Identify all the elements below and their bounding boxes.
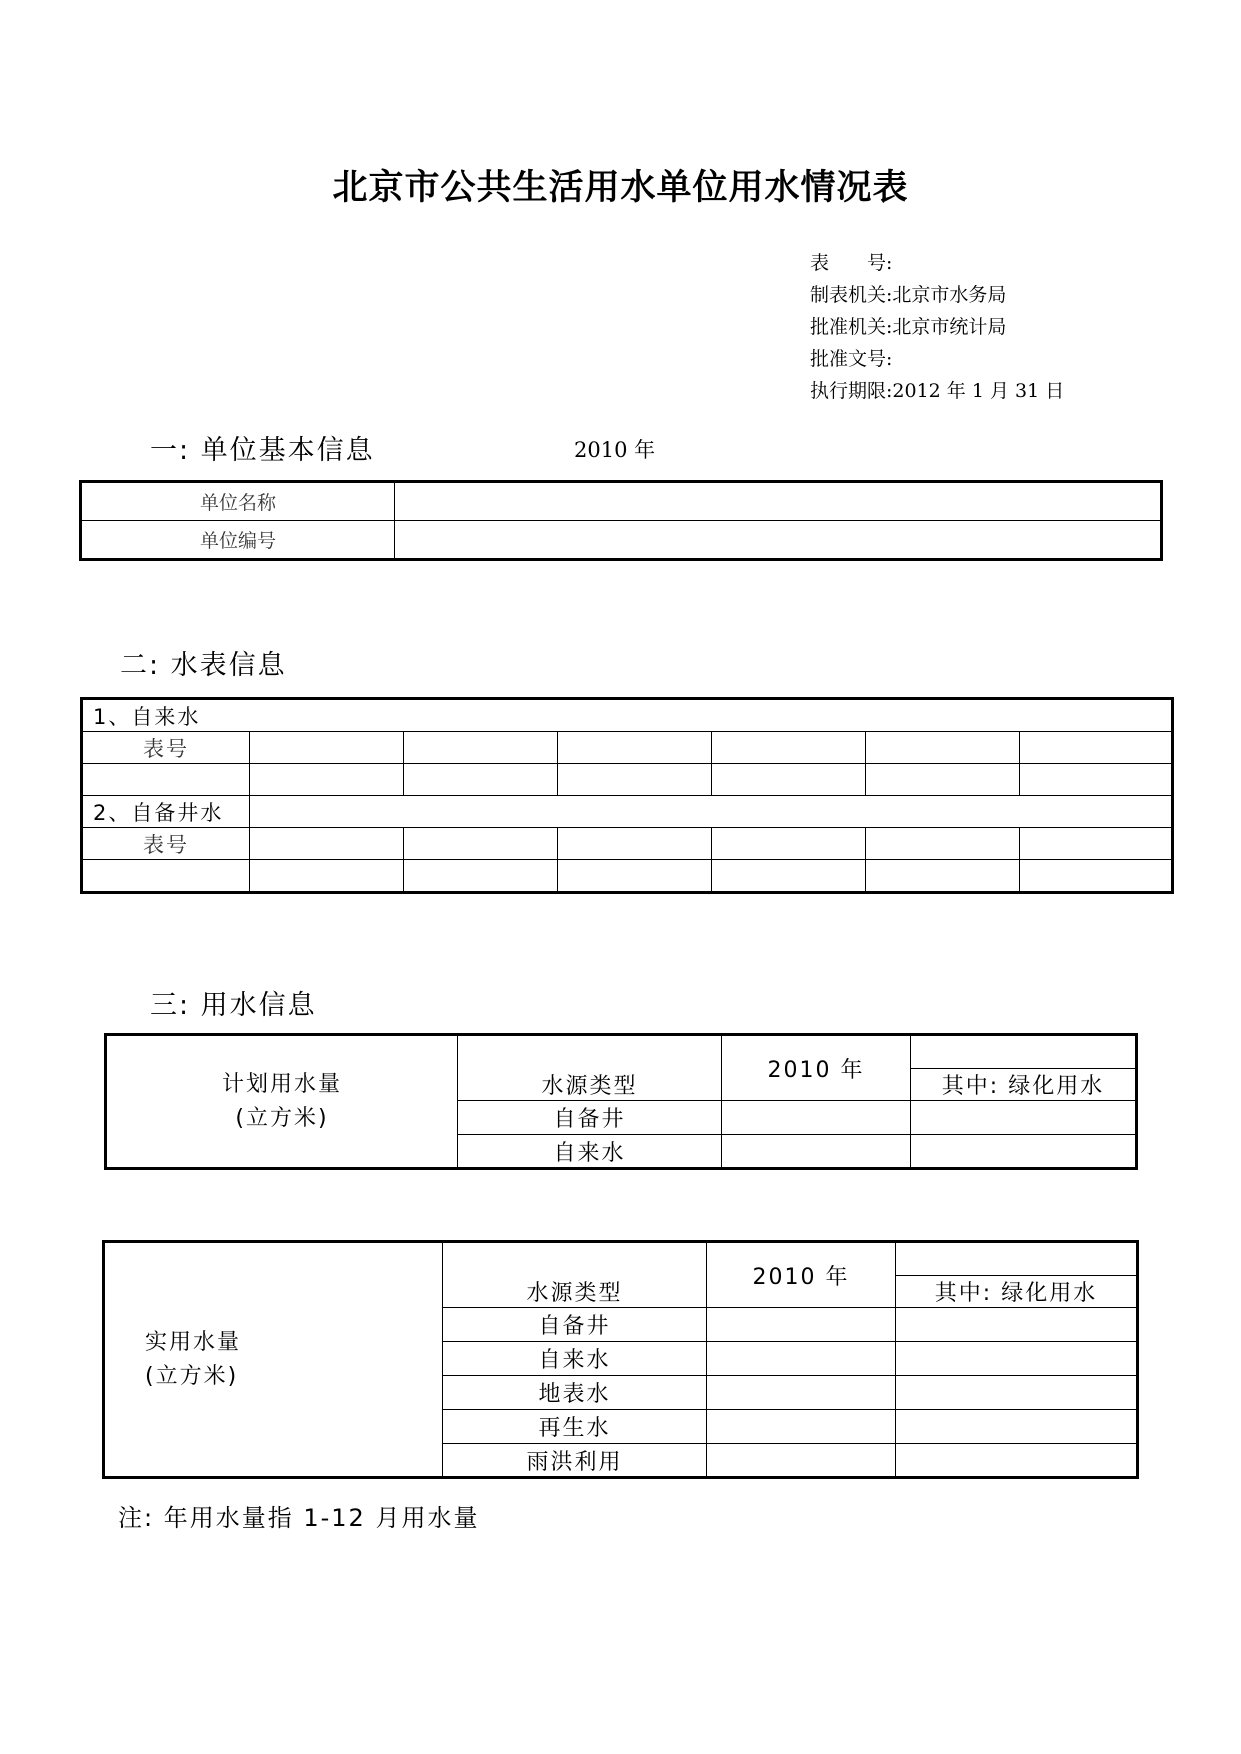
meter-cell[interactable]	[1020, 860, 1173, 893]
meter-cell[interactable]	[866, 860, 1020, 893]
table-row	[82, 732, 1173, 764]
meter-cell[interactable]	[82, 860, 250, 893]
actual-value-cell[interactable]	[707, 1410, 896, 1444]
section-meter-info-heading: 二: 水表信息	[120, 650, 287, 681]
actual-water-title: 实用水量	[145, 1329, 242, 1355]
meter-cell[interactable]	[404, 828, 558, 860]
approval-number: 批准文号:	[810, 348, 893, 370]
planned-water-table	[104, 1033, 1138, 1170]
actual-value-cell[interactable]	[707, 1308, 896, 1342]
unit-code-field[interactable]	[395, 521, 1162, 560]
green-water-header: 其中: 绿化用水	[896, 1276, 1138, 1308]
year-header: 2010 年	[707, 1242, 896, 1308]
unit-name-field[interactable]	[395, 482, 1162, 521]
meter-cell[interactable]	[250, 828, 404, 860]
meter-cell[interactable]	[1020, 732, 1173, 764]
approving-authority: 批准机关:北京市统计局	[810, 316, 1007, 338]
table-row	[82, 828, 1173, 860]
meter-cell[interactable]	[866, 828, 1020, 860]
source-tap-water: 自来水	[443, 1342, 707, 1376]
source-tap-water: 自来水	[458, 1135, 722, 1169]
well-water-group-label: 2、自备井水	[82, 796, 250, 828]
footnote: 注: 年用水量指 1-12 月用水量	[118, 1504, 480, 1532]
meter-cell[interactable]	[82, 764, 250, 796]
green-value-cell[interactable]	[896, 1342, 1138, 1376]
source-type-header: 水源类型	[443, 1242, 707, 1308]
table-row	[82, 699, 1173, 732]
source-type-header: 水源类型	[458, 1035, 722, 1101]
green-value-cell[interactable]	[896, 1410, 1138, 1444]
page-title: 北京市公共生活用水单位用水情况表	[332, 168, 909, 208]
source-self-well: 自备井	[443, 1308, 707, 1342]
table-row	[82, 796, 1173, 828]
table-row	[81, 521, 1162, 560]
table-row	[104, 1242, 1138, 1276]
actual-water-unit: (立方米)	[145, 1363, 239, 1389]
source-reclaimed-water: 再生水	[443, 1410, 707, 1444]
planned-value-cell[interactable]	[722, 1135, 911, 1169]
meter-cell[interactable]	[1020, 828, 1173, 860]
meter-cell[interactable]	[404, 764, 558, 796]
meter-cell[interactable]	[558, 732, 712, 764]
green-value-cell[interactable]	[911, 1135, 1137, 1169]
source-surface-water: 地表水	[443, 1376, 707, 1410]
actual-value-cell[interactable]	[707, 1342, 896, 1376]
unit-name-label: 单位名称	[81, 482, 395, 521]
header-spacer	[911, 1035, 1137, 1069]
meter-cell[interactable]	[712, 732, 866, 764]
section-water-use-heading: 三: 用水信息	[150, 990, 317, 1021]
form-number: 表 号:	[810, 252, 893, 274]
meter-cell[interactable]	[866, 764, 1020, 796]
actual-value-cell[interactable]	[707, 1444, 896, 1478]
planned-value-cell[interactable]	[722, 1101, 911, 1135]
green-value-cell[interactable]	[896, 1376, 1138, 1410]
meter-cell[interactable]	[558, 860, 712, 893]
source-self-well: 自备井	[458, 1101, 722, 1135]
meter-cell[interactable]	[866, 732, 1020, 764]
meter-cell[interactable]	[712, 828, 866, 860]
green-value-cell[interactable]	[911, 1101, 1137, 1135]
meter-number-label: 表号	[82, 828, 250, 860]
meter-cell[interactable]	[404, 860, 558, 893]
section-basic-info-heading: 一: 单位基本信息	[150, 435, 375, 466]
table-row	[106, 1035, 1137, 1069]
actual-water-label	[104, 1242, 443, 1478]
tap-water-group-label: 1、自来水	[82, 699, 1173, 732]
meter-info-table	[80, 697, 1174, 894]
meter-cell[interactable]	[558, 764, 712, 796]
table-row	[82, 764, 1173, 796]
green-value-cell[interactable]	[896, 1308, 1138, 1342]
meter-cell[interactable]	[250, 860, 404, 893]
meter-cell[interactable]	[712, 764, 866, 796]
meter-cell[interactable]	[250, 764, 404, 796]
actual-water-table	[102, 1240, 1139, 1479]
meter-cell[interactable]	[404, 732, 558, 764]
issuing-authority: 制表机关:北京市水务局	[810, 284, 1007, 306]
table-row	[82, 860, 1173, 893]
meter-cell[interactable]	[1020, 764, 1173, 796]
planned-water-title: 计划用水量	[221, 1071, 342, 1097]
report-year: 2010 年	[574, 438, 656, 462]
meter-number-label: 表号	[82, 732, 250, 764]
planned-water-unit: (立方米)	[235, 1105, 329, 1131]
meter-cell[interactable]	[250, 732, 404, 764]
green-value-cell[interactable]	[896, 1444, 1138, 1478]
well-water-group-blank	[250, 796, 1173, 828]
table-row	[81, 482, 1162, 521]
meter-cell[interactable]	[558, 828, 712, 860]
header-spacer	[896, 1242, 1138, 1276]
actual-value-cell[interactable]	[707, 1376, 896, 1410]
green-water-header: 其中: 绿化用水	[911, 1069, 1137, 1101]
meter-cell[interactable]	[712, 860, 866, 893]
year-header: 2010 年	[722, 1035, 911, 1101]
unit-code-label: 单位编号	[81, 521, 395, 560]
source-rainwater-use: 雨洪利用	[443, 1444, 707, 1478]
basic-info-table	[79, 480, 1163, 561]
planned-water-label	[106, 1035, 458, 1169]
validity-period: 执行期限:2012 年 1 月 31 日	[810, 380, 1065, 402]
